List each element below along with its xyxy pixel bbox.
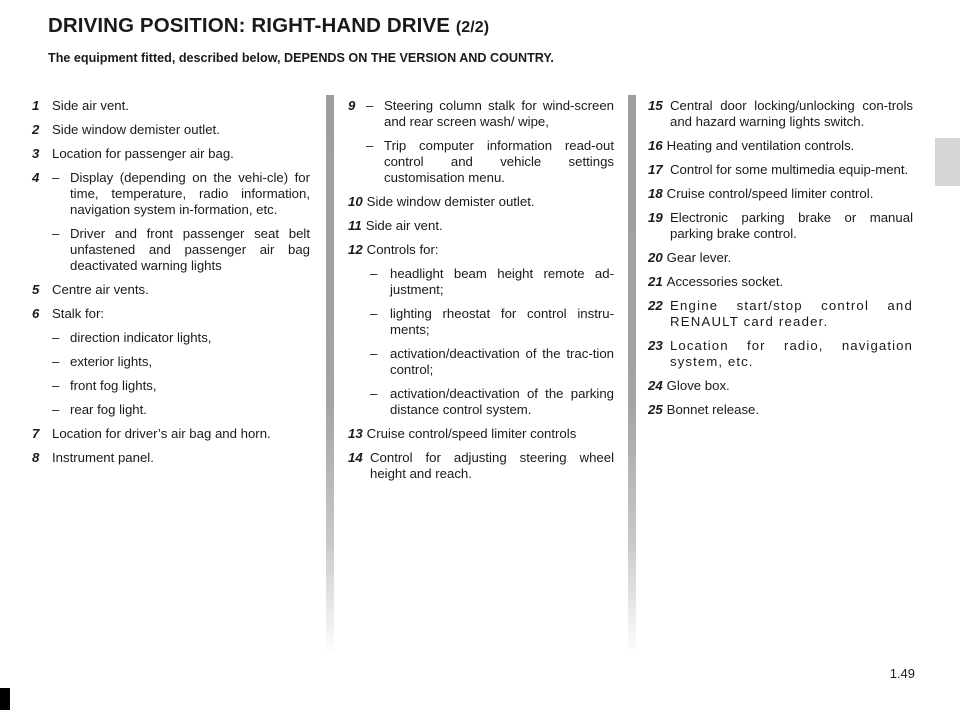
- item-number: 19: [648, 210, 663, 225]
- list-item-2: [32, 122, 310, 138]
- item-text: Control for adjusting steering wheel height and reach.: [370, 450, 614, 481]
- item-text: Side window demister outlet.: [52, 122, 220, 137]
- item-text: Side air vent.: [52, 98, 129, 113]
- list-item-7: [32, 426, 310, 442]
- item-text: Instrument panel.: [52, 450, 154, 465]
- page-number: 1.49: [889, 666, 915, 681]
- item-subtext: lighting rheostat for control instru-ments;: [390, 306, 614, 337]
- page-title: [48, 14, 489, 38]
- list-item-10: [348, 194, 614, 210]
- item-number: 24: [648, 378, 663, 393]
- item-subtext: activation/deactivation of the trac-tion control;: [390, 346, 614, 377]
- dash-glyph: –: [52, 170, 60, 185]
- item-text: Side air vent.: [365, 218, 443, 233]
- item-number: 14: [348, 450, 363, 465]
- list-subitem: [348, 138, 614, 186]
- item-number: 5: [32, 282, 40, 297]
- item-number: 25: [648, 402, 663, 417]
- page-subtitle: The equipment fitted, described below, DEPENDS ON THE VERSION AND COUNTRY.: [48, 51, 554, 65]
- item-number: 12: [348, 242, 363, 257]
- list-subitem: [32, 354, 310, 370]
- item-number: 23: [648, 338, 663, 353]
- item-number: 17: [648, 162, 663, 177]
- item-subtext: headlight beam height remote ad-justment;: [390, 266, 614, 297]
- dash-glyph: –: [52, 402, 60, 417]
- list-item-9: [348, 98, 614, 130]
- item-number: 11: [348, 218, 362, 233]
- dash-glyph: –: [370, 266, 378, 281]
- item-text: Control for some multimedia equip-ment.: [670, 162, 909, 177]
- page-title-part: (2/2): [455, 19, 490, 36]
- list-item-17: [648, 162, 913, 178]
- item-text: Location for passenger air bag.: [52, 146, 234, 161]
- list-item-19: [648, 210, 913, 242]
- list-subitem: [32, 330, 310, 346]
- item-number: 2: [32, 122, 40, 137]
- item-text: Glove box.: [666, 378, 730, 393]
- dash-glyph: –: [366, 98, 374, 113]
- list-item-25: [648, 402, 913, 418]
- item-text: Location for radio, navigation system, etc.: [670, 338, 913, 369]
- list-item-21: [648, 274, 913, 290]
- list-item-20: [648, 250, 913, 266]
- item-number: 3: [32, 146, 40, 161]
- list-item-14: [348, 450, 614, 482]
- item-subtext: direction indicator lights,: [70, 330, 212, 345]
- item-text: Stalk for:: [52, 306, 105, 321]
- item-text: Cruise control/speed limiter controls: [366, 426, 577, 441]
- item-number: 8: [32, 450, 40, 465]
- item-subtext: exterior lights,: [70, 354, 153, 369]
- item-number: 4: [32, 170, 40, 185]
- list-subitem: [32, 402, 310, 418]
- item-subtext: rear fog light.: [70, 402, 147, 417]
- item-text: Electronic parking brake or manual parking brake control.: [670, 210, 913, 241]
- item-subtext: activation/deactivation of the parking distance control system.: [390, 386, 614, 417]
- column-divider: [628, 95, 636, 655]
- item-text: Centre air vents.: [52, 282, 149, 297]
- crop-mark: [0, 688, 10, 710]
- item-subtext: Driver and front passenger seat belt unfastened and passenger air bag deactivated warning lights: [70, 226, 310, 273]
- item-text: Engine start/stop control and RENAULT card reader.: [670, 298, 913, 329]
- dash-glyph: –: [52, 378, 60, 393]
- item-text: Central door locking/unlocking con-trols and hazard warning lights switch.: [670, 98, 913, 129]
- item-text: Accessories socket.: [666, 274, 784, 289]
- item-number: 15: [648, 98, 663, 113]
- list-item-4: [32, 170, 310, 218]
- item-subtext: Trip computer information read-out control and vehicle settings customisation menu.: [384, 138, 614, 185]
- list-item-1: [32, 98, 310, 114]
- dash-glyph: –: [370, 386, 378, 401]
- list-subitem: [348, 306, 614, 338]
- page-title-text: DRIVING POSITION: RIGHT-HAND DRIVE: [48, 14, 451, 37]
- item-number: 13: [348, 426, 363, 441]
- list-item-5: [32, 282, 310, 298]
- item-subtext: Display (depending on the vehi-cle) for time, temperature, radio information, navigation system in-formation, etc.: [70, 170, 310, 217]
- item-subtext: front fog lights,: [70, 378, 157, 393]
- item-number: 20: [648, 250, 663, 265]
- item-subtext: Steering column stalk for wind-screen and rear screen wash/ wipe,: [384, 98, 614, 129]
- item-number: 22: [648, 298, 663, 313]
- section-tab-marker: [935, 138, 960, 186]
- list-item-16: [648, 138, 913, 154]
- list-subitem: [348, 386, 614, 418]
- item-number: 10: [348, 194, 363, 209]
- dash-glyph: –: [366, 138, 374, 153]
- item-number: 9: [348, 98, 356, 113]
- list-item-6: [32, 306, 310, 322]
- dash-glyph: –: [370, 306, 378, 321]
- list-item-15: [648, 98, 913, 130]
- item-text: Heating and ventilation controls.: [666, 138, 855, 153]
- column-1: [32, 98, 310, 474]
- item-number: 6: [32, 306, 40, 321]
- item-text: Gear lever.: [666, 250, 732, 265]
- list-item-13: [348, 426, 614, 442]
- item-number: 7: [32, 426, 40, 441]
- dash-glyph: –: [370, 346, 378, 361]
- item-number: 21: [648, 274, 663, 289]
- list-subitem: [32, 378, 310, 394]
- item-text: Controls for:: [366, 242, 439, 257]
- list-subitem: [348, 266, 614, 298]
- item-number: 1: [32, 98, 40, 113]
- dash-glyph: –: [52, 330, 60, 345]
- list-subitem: [348, 346, 614, 378]
- list-item-12: [348, 242, 614, 258]
- column-3: [648, 98, 913, 426]
- list-item-22: [648, 298, 913, 330]
- list-item-11: [348, 218, 614, 234]
- list-item-18: [648, 186, 913, 202]
- list-item-8: [32, 450, 310, 466]
- list-item-24: [648, 378, 913, 394]
- item-text: Location for driver’s air bag and horn.: [52, 426, 271, 441]
- item-text: Side window demister outlet.: [366, 194, 535, 209]
- dash-glyph: –: [52, 354, 60, 369]
- list-item-3: [32, 146, 310, 162]
- list-item-23: [648, 338, 913, 370]
- item-text: Bonnet release.: [666, 402, 760, 417]
- column-divider: [326, 95, 334, 655]
- column-2: [348, 98, 614, 490]
- list-subitem: [32, 226, 310, 274]
- item-text: Cruise control/speed limiter control.: [666, 186, 874, 201]
- dash-glyph: –: [52, 226, 60, 241]
- item-number: 18: [648, 186, 663, 201]
- item-number: 16: [648, 138, 663, 153]
